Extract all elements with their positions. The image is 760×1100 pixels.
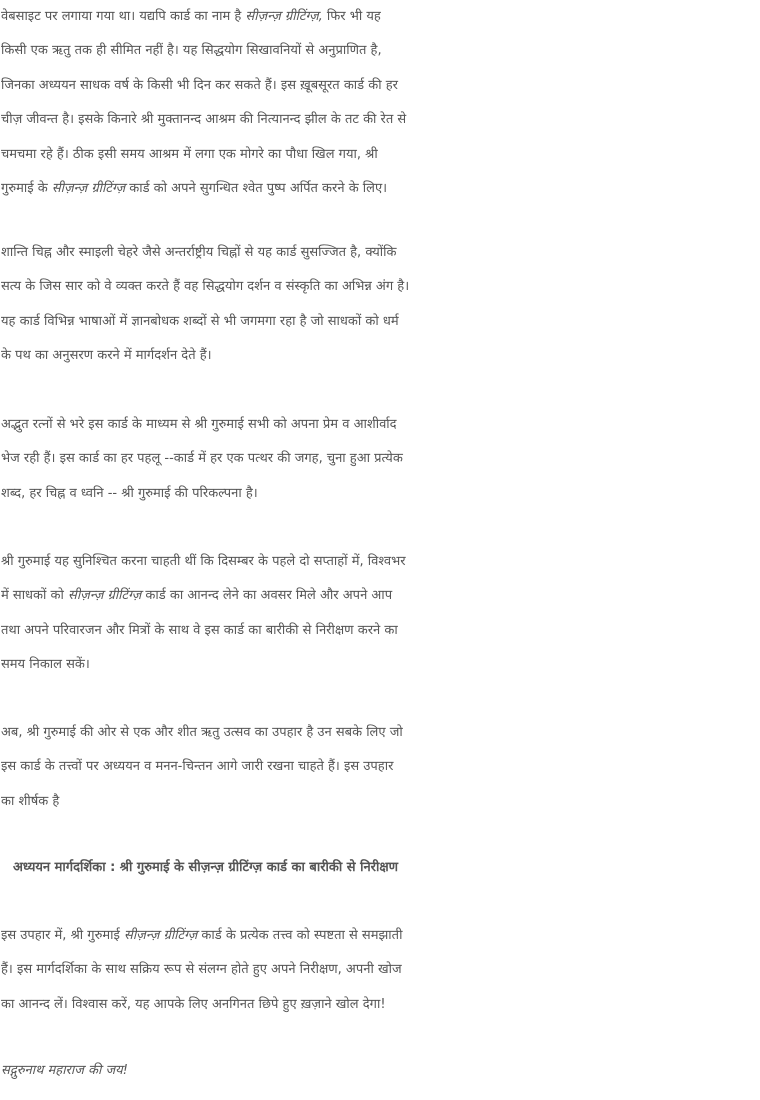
- text-line: शान्ति चिह्न और स्माइली चेहरे जैसे अन्तर्राष्ट्रीय चिह्नों से यह कार्ड सुसज्जित है, क्योंकि: [1, 245, 397, 260]
- text-line: यह कार्ड विभिन्न भाषाओं में ज्ञानबोधक शब्दों से भी जगमगा रहा है जो साधकों को धर्म: [1, 313, 399, 329]
- text-line: तथा अपने परिवारजन और मित्रों के साथ वे इस कार्ड का बारीकी से निरीक्षण करने का: [1, 622, 398, 638]
- text-line: शब्द, हर चिह्न व ध्वनि -- श्री गुरुमाई की परिकल्पना है।: [1, 485, 258, 501]
- text-line: चीज़ जीवन्त है। इसके किनारे श्री मुक्तानन्द आश्रम की नित्यानन्द झील के तट की रेत से: [1, 112, 407, 128]
- text-line: चमचमा रहे हैं। ठीक इसी समय आश्रम में लगा एक मोगरे का पौधा खिल गया, श्री: [1, 146, 378, 162]
- text-line: किसी एक ऋतु तक ही सीमित नहीं है। यह सिद्धयोग सिखावनियों से अनुप्राणित है,: [1, 43, 382, 59]
- card-name-italic: सीज़न्ज़ ग्रीटिंग्ज़: [68, 588, 142, 604]
- text-line: समय निकाल सकें।: [1, 657, 90, 673]
- text-line: वेबसाइट पर लगाया गया था। यद्यपि कार्ड का नाम है सीज़न्ज़ ग्रीटिंग्ज़, फिर भी यह: [1, 9, 381, 24]
- gift-title: [1, 851, 759, 885]
- text-line: इस कार्ड के तत्त्वों पर अध्ययन व मनन-चिन्तन आगे जारी रखना चाहते हैं। इस उपहार: [1, 759, 394, 775]
- text-line: श्री गुरुमाई यह सुनिश्चित करना चाहती थीं कि दिसम्बर के पहले दो सप्ताहों में, विश्वभर: [1, 554, 406, 569]
- text-line: का शीर्षक है: [1, 793, 60, 809]
- gift-title-text: अध्ययन मार्गदर्शिका : श्री गुरुमाई के सीज़न्ज़ ग्रीटिंग्ज़ कार्ड का बारीकी से निरीक्षण: [13, 860, 399, 875]
- card-name-italic: सीज़न्ज़ ग्रीटिंग्ज़: [51, 180, 126, 196]
- card-name-italic: सीज़न्ज़ ग्रीटिंग्ज़,: [245, 9, 323, 24]
- paragraph-gift-intro: [1, 716, 759, 819]
- closing-text: सद्गुरुनाथ महाराज की जय!: [1, 1063, 128, 1078]
- paragraph-symbols: [1, 236, 759, 374]
- text-line: हैं। इस मार्गदर्शिका के साथ सक्रिय रूप से संलग्न होते हुए अपने निरीक्षण, अपनी खोज: [1, 962, 402, 978]
- text-line: के पथ का अनुसरण करने में मार्गदर्शन देते हैं।: [1, 348, 212, 364]
- text-line: अब, श्री गुरुमाई की ओर से एक और शीत ऋतु उत्सव का उपहार है उन सबके लिए जो: [1, 725, 403, 740]
- text-line: जिनका अध्ययन साधक वर्ष के किसी भी दिन कर सकते हैं। इस ख़ूबसूरत कार्ड की हर: [1, 77, 398, 93]
- closing-salutation: [1, 1054, 759, 1088]
- paragraph-december: [1, 545, 759, 683]
- paragraph-gift-description: [1, 919, 759, 1022]
- paragraph-gems: [1, 408, 759, 511]
- text-line: अद्भुत रत्नों से भरे इस कार्ड के माध्यम से श्री गुरुमाई सभी को अपना प्रेम व आशीर्वाद: [1, 417, 397, 432]
- card-name-italic: सीज़न्ज़ ग्रीटिंग्ज़: [124, 928, 198, 943]
- text-line: इस उपहार में, श्री गुरुमाई सीज़न्ज़ ग्रीटिंग्ज़ कार्ड के प्रत्येक तत्त्व को स्पष्टता से समझाती: [1, 928, 403, 943]
- paragraph-card-description: [1, 0, 759, 206]
- text-line: गुरुमाई के सीज़न्ज़ ग्रीटिंग्ज़ कार्ड को अपने सुगन्धित श्वेत पुष्प अर्पित करने के लिए।: [1, 180, 388, 196]
- text-line: का आनन्द लें। विश्वास करें, यह आपके लिए अनगिनत छिपे हुए ख़ज़ाने खोल देगा!: [1, 996, 386, 1012]
- text-line: सत्य के जिस सार को वे व्यक्त करते हैं वह सिद्धयोग दर्शन व संस्कृति का अभिन्न अंग है।: [1, 279, 410, 295]
- text-line: में साधकों को सीज़न्ज़ ग्रीटिंग्ज़ कार्ड का आनन्द लेने का अवसर मिले और अपने आप: [1, 588, 393, 604]
- text-line: भेज रही हैं। इस कार्ड का हर पहलू --कार्ड में हर एक पत्थर की जगह, चुना हुआ प्रत्येक: [1, 451, 403, 467]
